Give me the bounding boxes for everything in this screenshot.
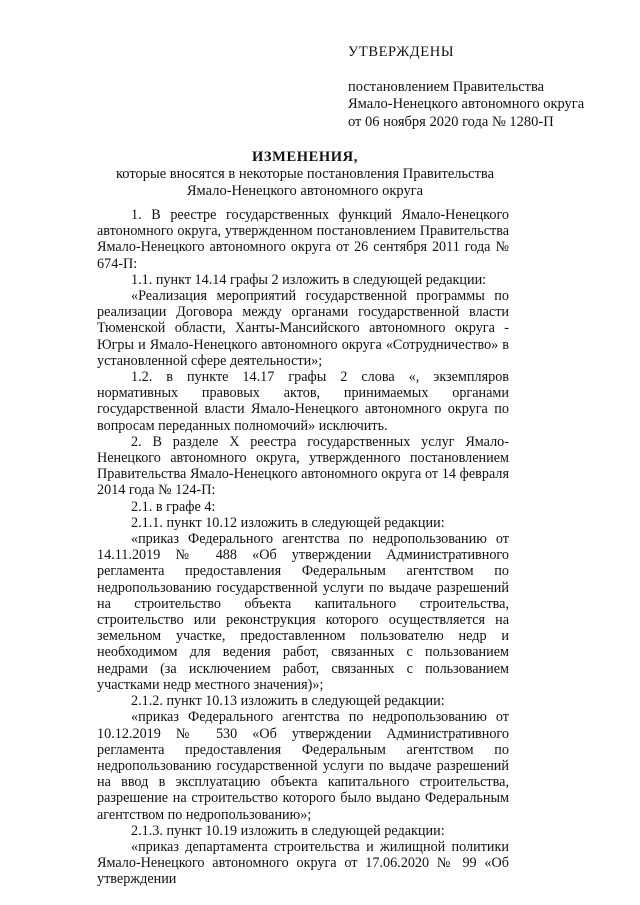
paragraph: 1.2. в пункте 14.17 графы 2 слова «, экземпляров нормативных правовых актов, принимаемых органами государственной власти Ямало-Ненецкого автономного округа по вопросам переданных полномочий» исключить. (97, 369, 509, 434)
document-heading (95, 149, 515, 200)
approval-title: УТВЕРЖДЕНЫ (348, 44, 455, 60)
approval-line: постановлением Правительства (348, 78, 545, 95)
document-title: ИЗМЕНЕНИЯ, (252, 149, 358, 165)
approval-stamp-block (348, 44, 584, 131)
document-body (97, 207, 509, 888)
paragraph: 2. В разделе X реестра государственных услуг Ямало-Ненецкого автономного округа, утвержденного постановлением Правительства Ямало-Ненецкого автономного округа от 14 февраля 2014 года № 124-П: (97, 433, 509, 499)
document-subtitle-line: которые вносятся в некоторые постановления Правительства (115, 166, 495, 182)
paragraph: 2.1.1. пункт 10.12 изложить в следующей редакции: (131, 514, 445, 531)
approval-line: Ямало-Ненецкого автономного округа (348, 96, 585, 112)
paragraph: «приказ Федерального агентства по недропользованию от 10.12.2019 № 530 «Об утверждении Административного регламента предоставления Федеральным агентством по недропользованию государственной услуги по выдаче разрешений на ввод в эксплуатацию объекта капитального строительства, разрешение на строительство которого было выдано Федеральным агентством по недропользованию»; (97, 709, 509, 823)
paragraph: 1. В реестре государственных функций Ямало-Ненецкого автономного округа, утвержденном постановлением Правительства Ямало-Ненецкого автономного округа от 26 сентября 2011 года № 674-П: (97, 207, 509, 272)
paragraph: 2.1.2. пункт 10.13 изложить в следующей редакции: (131, 693, 445, 710)
paragraph: 2.1. в графе 4: (131, 498, 216, 515)
paragraph: 2.1.3. пункт 10.19 изложить в следующей редакции: (131, 822, 445, 839)
paragraph: 1.1. пункт 14.14 графы 2 изложить в следующей редакции: (131, 271, 487, 288)
approval-line: от 06 ноября 2020 года № 1280-П (348, 113, 554, 130)
paragraph: «Реализация мероприятий государственной программы по реализации Договора между органами государственной власти Тюменской области, Ханты-Мансийского автономного округа - Югры и Ямало-Ненецкого автономного округа «Сотрудничество» в установленной сфере деятельности»; (97, 288, 509, 369)
paragraph: «приказ Федерального агентства по недропользованию от 14.11.2019 № 488 «Об утверждении Административного регламента предоставления Федеральным агентством по недропользованию государственной услуги по выдаче разрешений на строительство объекта капитального строительства, строительство или реконструкция которого осуществляется на земельном участке, предоставленном пользователю недр и необходимом для ведения работ, связанных с пользованием недрами (за исключением работ, связанных с пользованием участками недр местного значения)»; (97, 531, 509, 693)
document-subtitle-line: Ямало-Ненецкого автономного округа (186, 183, 424, 199)
paragraph: «приказ департамента строительства и жилищной политики Ямало-Ненецкого автономного округа от 17.06.2020 № 99 «Об утверждении (97, 838, 509, 888)
